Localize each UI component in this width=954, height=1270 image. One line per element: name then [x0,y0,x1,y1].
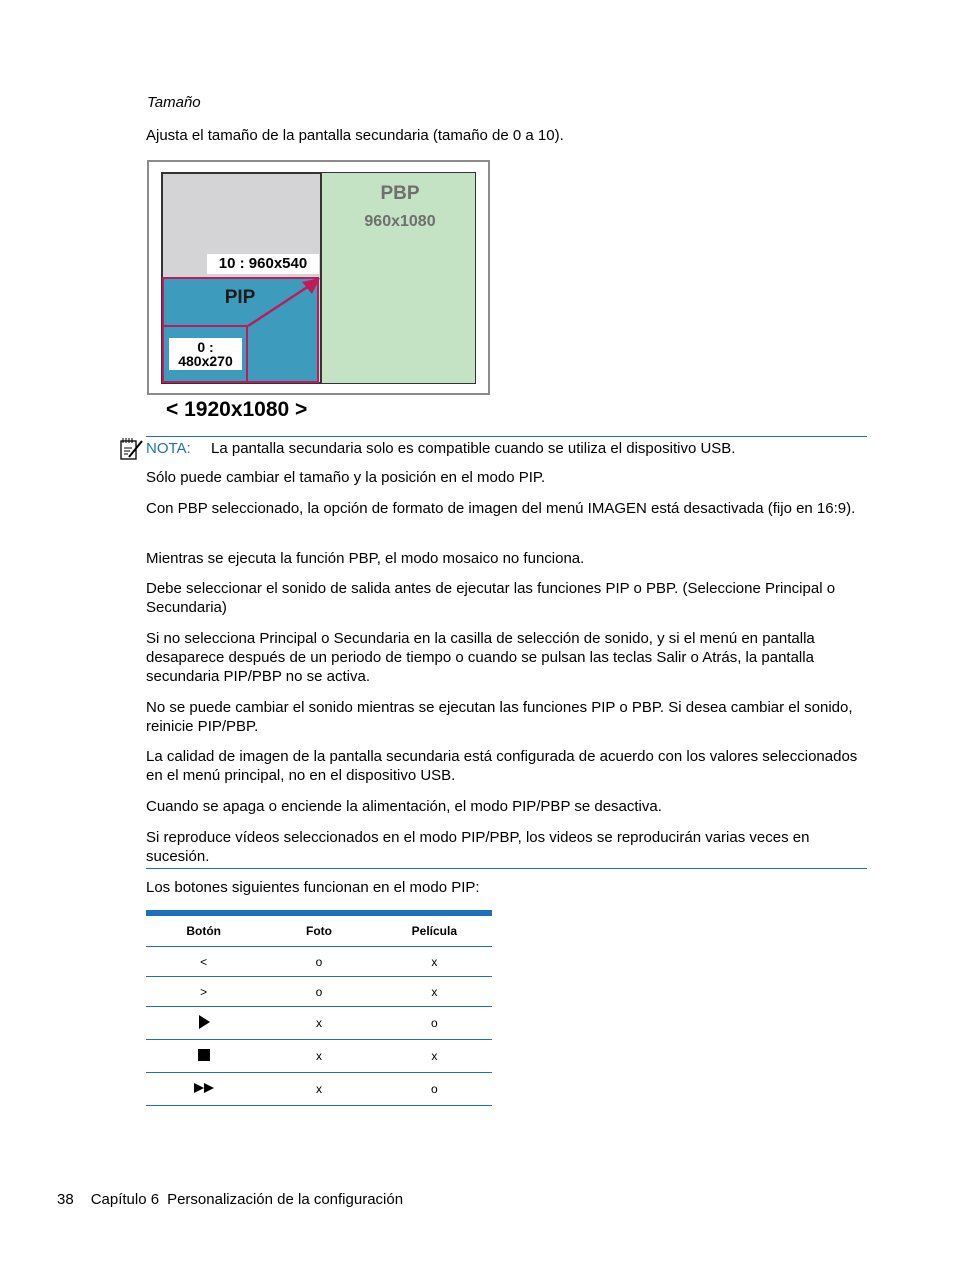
play-icon [198,1015,210,1029]
pip-title: PIP [224,287,256,308]
pelicula-cell: x [377,977,492,1007]
note-paragraph: La pantalla secundaria solo es compatible cuando se utiliza el dispositivo USB. [211,440,736,457]
foto-cell: x [261,1073,376,1106]
table-header-row [146,916,492,947]
table-row [146,1073,492,1106]
header-boton: Botón [146,916,261,947]
pip-min-label [169,338,242,370]
header-foto: Foto [261,916,376,947]
header-pelicula: Película [377,916,492,947]
section-heading: Tamaño [147,94,201,111]
resize-arrow-icon [240,272,324,330]
note-paragraph: Mientras se ejecuta la función PBP, el modo mosaico no funciona. [146,550,585,567]
pip-buttons-table [146,916,492,1106]
button-cell [146,1007,261,1040]
note-paragraph: Cuando se apaga o enciende la alimentación, el modo PIP/PBP se desactiva. [146,798,662,815]
note-icon [119,437,145,461]
chapter-label: Capítulo 6 [90,1191,160,1208]
table-row [146,977,492,1007]
note-label: NOTA: [146,440,191,457]
table-row [146,1007,492,1040]
fast-forward-icon [194,1083,214,1093]
note-divider-bottom [146,868,867,869]
page-number: 38 [57,1191,74,1208]
stop-icon [198,1049,210,1061]
chapter-title: Personalización de la configuración [167,1191,404,1208]
table-row [146,1040,492,1073]
table-row [146,947,492,977]
pelicula-cell: x [377,947,492,977]
foto-cell: x [261,1007,376,1040]
foto-cell: x [261,1040,376,1073]
pip-min-label-line1: 0 : [197,339,214,355]
note-paragraph: Con PBP seleccionado, la opción de formato de imagen del menú IMAGEN está desactivada (fijo en 16:9). [146,500,856,517]
button-cell: < [146,947,261,977]
table-intro: Los botones siguientes funcionan en el modo PIP: [146,879,480,896]
pelicula-cell: o [377,1073,492,1106]
note-paragraph: Debe seleccionar el sonido de salida antes de ejecutar las funciones PIP o PBP. (Seleccione Principal o Secundaria) [146,580,836,616]
page-footer [57,1191,403,1208]
pip-min-label-line2: 480x270 [178,353,233,369]
note-divider-top [146,436,867,437]
note-paragraph: Si reproduce vídeos seleccionados en el modo PIP/PBP, los videos se reproducirán varias veces en sucesión. [146,829,810,865]
intro-text: Ajusta el tamaño de la pantalla secundaria (tamaño de 0 a 10). [146,127,564,144]
button-cell: > [146,977,261,1007]
pbp-resolution: 960x1080 [364,213,436,230]
pelicula-cell: x [377,1040,492,1073]
screen-resolution-caption: < 1920x1080 > [166,398,308,421]
pelicula-cell: o [377,1007,492,1040]
foto-cell: o [261,947,376,977]
pbp-title: PBP [380,183,420,204]
note-paragraph: Sólo puede cambiar el tamaño y la posición en el modo PIP. [146,469,546,486]
note-paragraph: Si no selecciona Principal o Secundaria en la casilla de selección de sonido, y si el menú en pantalla desaparece después de un periodo de tiempo o cuando se pulsan las teclas Salir o Atrás, la pantalla secundaria PIP/PBP no se activa. [146,630,815,685]
pip-max-label: 10 : 960x540 [207,254,319,274]
button-cell [146,1040,261,1073]
note-paragraph: La calidad de imagen de la pantalla secundaria está configurada de acuerdo con los valores seleccionados en el menú principal, no en el dispositivo USB. [146,748,858,784]
note-paragraph: No se puede cambiar el sonido mientras se ejecutan las funciones PIP o PBP. Si desea cambiar el sonido, reinicie PIP/PBP. [146,699,853,735]
button-cell [146,1073,261,1106]
foto-cell: o [261,977,376,1007]
